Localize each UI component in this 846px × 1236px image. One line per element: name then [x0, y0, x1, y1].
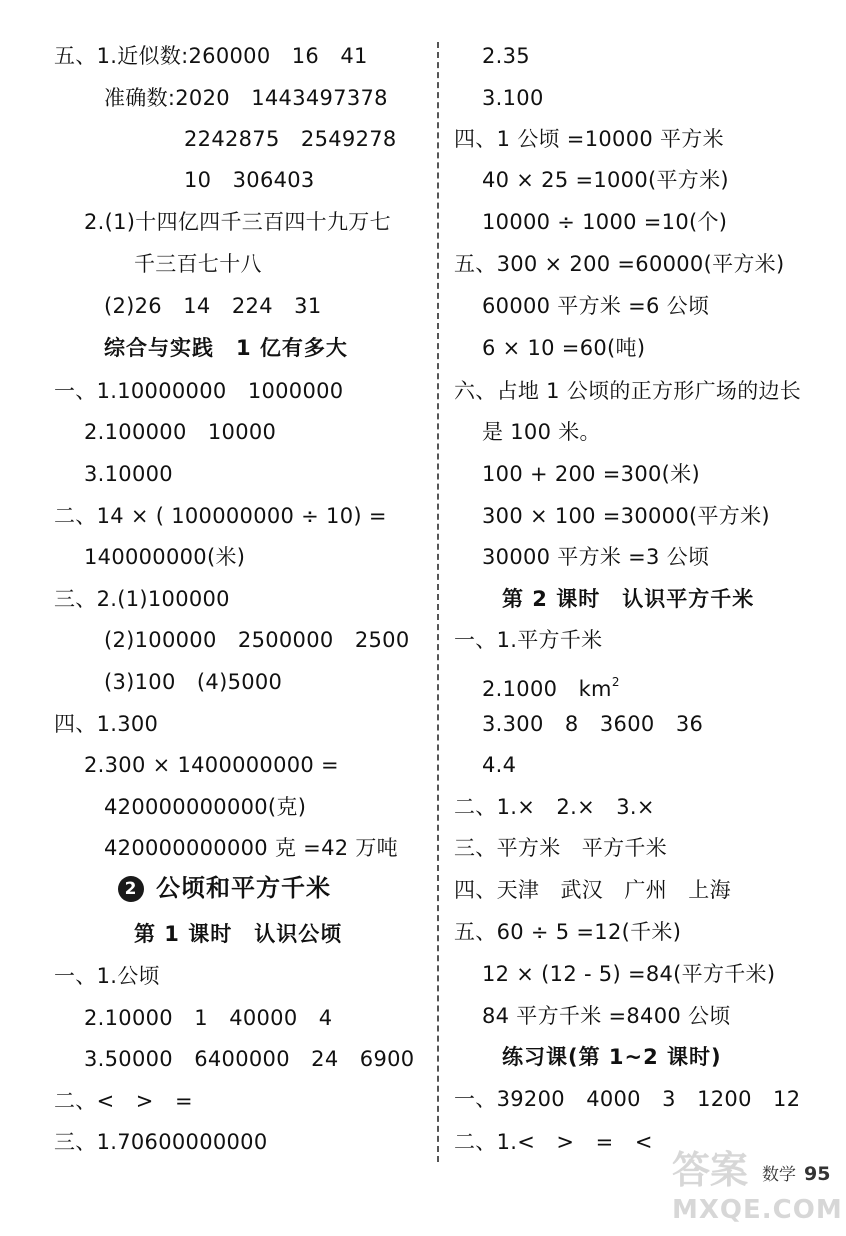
answer-line: 84 平方千米 =8400 公顷 — [482, 1004, 731, 1028]
watermark-site: MXQE.COM — [672, 1195, 843, 1225]
answer-line: 300 × 100 =30000(平方米) — [482, 504, 770, 528]
unit-number-badge: 2 — [118, 876, 144, 902]
answer-line: 五、300 × 200 =60000(平方米) — [454, 252, 785, 276]
answer-line: 三、平方米 平方千米 — [454, 836, 667, 860]
answer-text: 2.1000 km — [482, 677, 612, 701]
answer-line: 是 100 米。 — [482, 420, 601, 444]
unit-heading — [118, 874, 331, 902]
answer-line: 一、1.10000000 1000000 — [54, 379, 344, 403]
column-divider — [437, 42, 439, 1162]
answer-line: 4.4 — [482, 753, 517, 777]
answer-line: 2.35 — [482, 44, 530, 68]
answer-line: 30000 平方米 =3 公顷 — [482, 545, 710, 569]
answer-line: 二、1.× 2.× 3.× — [454, 795, 655, 819]
answer-line: 420000000000(克) — [104, 795, 307, 819]
answer-line: 10 306403 — [184, 168, 315, 192]
answer-line: 一、39200 4000 3 1200 12 — [454, 1087, 801, 1111]
page-footer — [762, 1160, 830, 1185]
answer-line: 100 + 200 =300(米) — [482, 462, 700, 486]
lesson-heading: 第 2 课时 认识平方千米 — [502, 587, 755, 611]
answer-line: 2.10000 1 40000 4 — [84, 1006, 333, 1030]
answer-line: 三、2.(1)100000 — [54, 587, 230, 611]
answer-line: 2.100000 10000 — [84, 420, 277, 444]
answer-line: 五、1.近似数:260000 16 41 — [54, 44, 368, 68]
answer-line: 3.10000 — [84, 462, 173, 486]
answer-line: 二、< > = — [54, 1089, 193, 1113]
lesson-heading: 练习课(第 1~2 课时) — [502, 1045, 722, 1069]
answer-line: 140000000(米) — [84, 545, 246, 569]
answer-line: 千三百七十八 — [134, 252, 262, 276]
answer-line: 420000000000 克 =42 万吨 — [104, 836, 398, 860]
answer-line: 四、1 公顷 =10000 平方米 — [454, 127, 724, 151]
answer-line: 60000 平方米 =6 公顷 — [482, 294, 710, 318]
exponent: 2 — [611, 675, 620, 689]
watermark-text: 答案 — [672, 1148, 749, 1192]
answer-line: 二、14 × ( 100000000 ÷ 10) = — [54, 504, 387, 528]
answer-line: (3)100 (4)5000 — [104, 670, 283, 694]
answer-line: 一、1.公顷 — [54, 964, 160, 988]
answer-line: 12 × (12 - 5) =84(平方千米) — [482, 962, 776, 986]
answer-line: 三、1.70600000000 — [54, 1130, 268, 1154]
page-number: 95 — [804, 1163, 831, 1185]
answer-line: (2)26 14 224 31 — [104, 294, 322, 318]
answer-line: 3.50000 6400000 24 6900 — [84, 1047, 415, 1071]
answer-line: 2242875 2549278 — [184, 127, 397, 151]
answer-line: 五、60 ÷ 5 =12(千米) — [454, 920, 682, 944]
answer-line: 二、1.< > = < — [454, 1130, 653, 1154]
answer-line: 一、1.平方千米 — [454, 628, 603, 652]
answer-line: 准确数:2020 1443497378 — [104, 86, 388, 110]
answer-line — [482, 668, 620, 703]
answer-line: 六、占地 1 公顷的正方形广场的边长 — [454, 379, 802, 403]
footer-subject: 数学 — [762, 1165, 796, 1185]
answer-line: 四、1.300 — [54, 712, 159, 736]
unit-title: 公顷和平方千米 — [156, 874, 331, 902]
answer-line: 3.100 — [482, 86, 544, 110]
answer-line: 2.(1)十四亿四千三百四十九万七 — [84, 210, 391, 234]
answer-line: 四、天津 武汉 广州 上海 — [454, 878, 731, 902]
lesson-heading: 第 1 课时 认识公顷 — [134, 922, 343, 946]
section-heading: 综合与实践 1 亿有多大 — [104, 336, 348, 360]
answer-line: (2)100000 2500000 2500 — [104, 628, 410, 652]
answer-line: 6 × 10 =60(吨) — [482, 336, 646, 360]
answer-line: 3.300 8 3600 36 — [482, 712, 704, 736]
answer-line: 40 × 25 =1000(平方米) — [482, 168, 729, 192]
answer-line: 10000 ÷ 1000 =10(个) — [482, 210, 728, 234]
answer-line: 2.300 × 1400000000 = — [84, 753, 339, 777]
